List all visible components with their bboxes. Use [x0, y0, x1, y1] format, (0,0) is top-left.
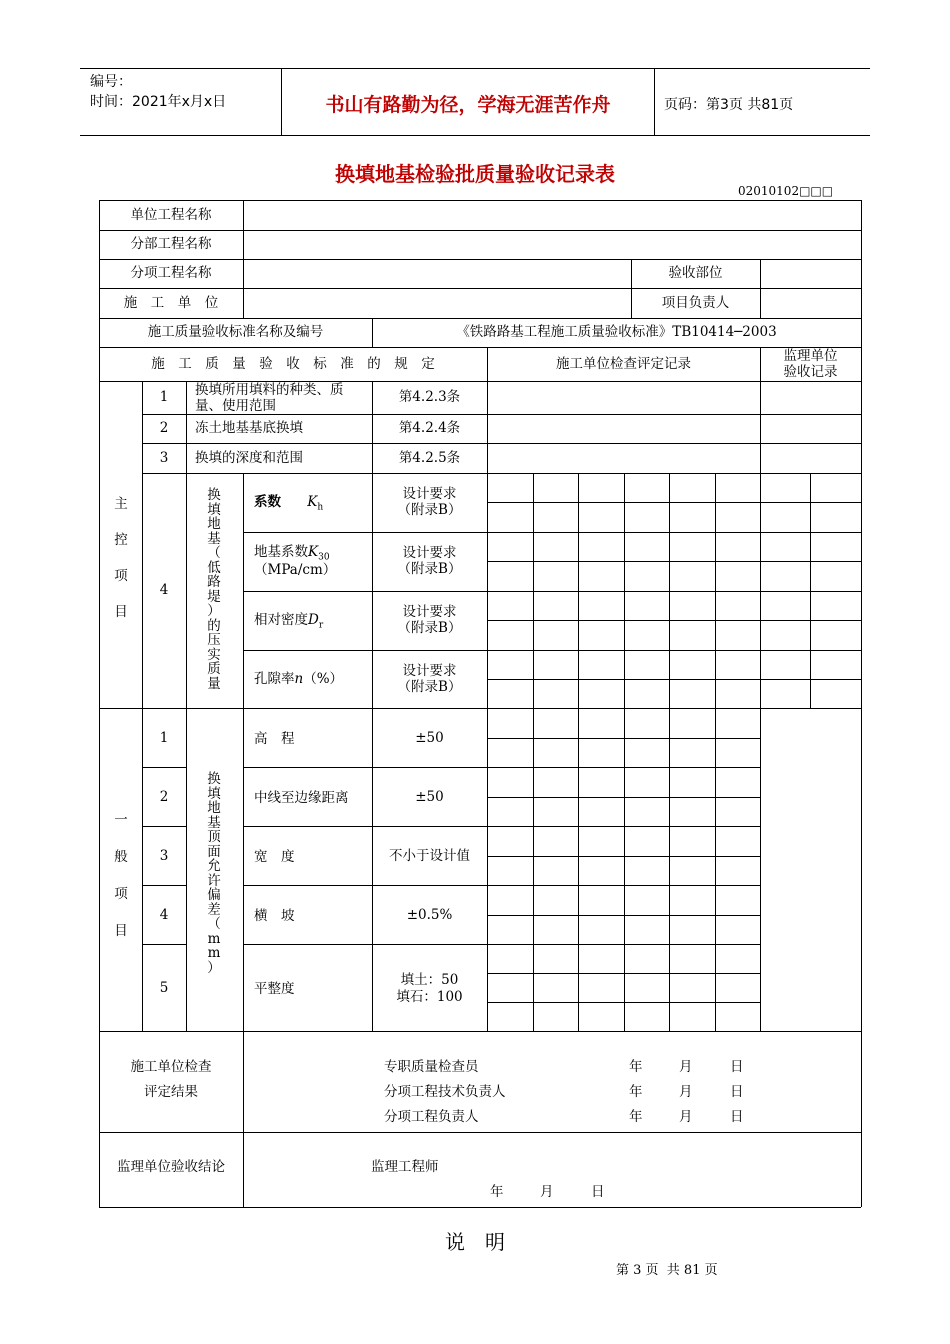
- item-name: 冻土地基基底换填: [195, 420, 303, 436]
- spec-header: 施 工 质 量 验 收 标 准 的 规 定: [151, 356, 435, 372]
- page-footer: 第 3 页 共 81 页: [616, 1263, 718, 1278]
- date-month: 月: [679, 1059, 693, 1075]
- item-no: 3: [159, 450, 169, 466]
- date-month: 月: [679, 1109, 693, 1125]
- item-tolerance: ±50: [415, 730, 444, 746]
- item-no: 2: [159, 420, 169, 436]
- porosity-name: 孔隙率: [254, 671, 295, 687]
- date-year: 年: [629, 1084, 643, 1100]
- relative-density-name: 相对密度: [254, 612, 308, 628]
- item-tolerance: 填土：50: [400, 972, 459, 988]
- supervision-header-1: 监理单位: [783, 348, 838, 364]
- item-name: 平整度: [254, 981, 295, 997]
- coef-kh-name: 系数: [254, 494, 281, 510]
- construction-unit-label: 施 工 单 位: [123, 295, 219, 311]
- item-no: 1: [159, 730, 169, 746]
- standard-label: 施工质量验收标准名称及编号: [147, 324, 324, 340]
- item-clause: 第4.2.4条: [398, 420, 461, 436]
- item-no: 1: [159, 389, 169, 405]
- date-day: 日: [730, 1084, 744, 1100]
- item-tolerance: ±50: [415, 789, 444, 805]
- req-line-1: 设计要求: [402, 663, 457, 679]
- item-tolerance: ±0.5%: [406, 907, 453, 923]
- item-tolerance: 填石：100: [396, 989, 463, 1005]
- coef-kh-label: [254, 494, 323, 517]
- coef-kh-sub: h: [317, 502, 324, 513]
- number-label: 编号：: [90, 74, 132, 90]
- coef-k30-unit: （MPa/cm）: [254, 562, 337, 578]
- item-no: 2: [159, 789, 169, 805]
- req-line-2: （附录B）: [397, 679, 462, 695]
- item-name: 横 坡: [254, 908, 295, 924]
- date-month: 月: [679, 1084, 693, 1100]
- item-clause: 第4.2.5条: [398, 450, 461, 466]
- req-line-2: （附录B）: [397, 502, 462, 518]
- supervision-header-2: 验收记录: [783, 364, 838, 380]
- division-project-label: 分部工程名称: [130, 236, 212, 252]
- date-day: 日: [730, 1109, 744, 1125]
- item-no: 4: [159, 582, 169, 598]
- item-name: 高 程: [254, 731, 295, 747]
- item-no: 5: [159, 980, 169, 996]
- subitem-project-label: 分项工程名称: [130, 265, 212, 281]
- item-name: 换填的深度和范围: [195, 450, 303, 466]
- item-no: 3: [159, 848, 169, 864]
- relative-density-label: [254, 612, 323, 635]
- project-leader-label: 项目负责人: [661, 295, 730, 311]
- tech-leader-label: 分项工程技术负责人: [384, 1084, 506, 1100]
- item-clause: 第4.2.3条: [398, 389, 461, 405]
- date-day: 日: [591, 1184, 605, 1200]
- date-year: 年: [629, 1109, 643, 1125]
- req-line-1: 设计要求: [402, 545, 457, 561]
- coef-k30-sub: 30: [318, 552, 330, 563]
- coef-k30-symbol: K: [308, 544, 319, 560]
- req-line-2: （附录B）: [397, 620, 462, 636]
- coef-k30-name: 地基系数: [254, 544, 308, 560]
- subitem-leader-label: 分项工程负责人: [384, 1109, 479, 1125]
- date-month: 月: [540, 1184, 554, 1200]
- engineer-label: 监理工程师: [371, 1159, 439, 1175]
- deviation-group-label: 换 填 地 基 顶 面 允 许 偏 差 （ m m ）: [207, 771, 221, 976]
- req-line-2: （附录B）: [397, 561, 462, 577]
- acceptance-part-label: 验收部位: [668, 265, 723, 281]
- req-line-1: 设计要求: [402, 604, 457, 620]
- compaction-group-label: 换 填 地 基 （ 低 路 堤 ） 的 压 实 质 量: [207, 487, 221, 692]
- general-label: 一 般 项 目: [114, 812, 128, 939]
- item-name: 换填所用填料的种类、质: [195, 382, 344, 398]
- porosity-label: [254, 671, 343, 688]
- page-label: 页码：第3页 共81页: [664, 97, 794, 113]
- check-header: 施工单位检查评定记录: [556, 356, 691, 372]
- time-label: 时间：2021年x月x日: [90, 94, 227, 110]
- motto: 书山有路勤为径，学海无涯苦作舟: [325, 94, 611, 116]
- inspector-label: 专职质量检查员: [384, 1059, 479, 1075]
- item-name: 量、使用范围: [195, 398, 276, 414]
- date-day: 日: [730, 1059, 744, 1075]
- porosity-symbol: n: [294, 671, 304, 687]
- form-code: 02010102□□□: [738, 184, 834, 198]
- item-name: 中线至边缘距离: [254, 790, 349, 806]
- main-control-label: 主 控 项 目: [114, 496, 128, 620]
- date-year: 年: [629, 1059, 643, 1075]
- item-no: 4: [159, 907, 169, 923]
- contractor-result-label: 施工单位检查: [130, 1059, 212, 1075]
- date-year: 年: [490, 1184, 504, 1200]
- item-name: 宽 度: [254, 849, 295, 865]
- relative-density-sub: r: [318, 620, 324, 631]
- form-title: 换填地基检验批质量验收记录表: [335, 162, 615, 186]
- explain-heading: 说 明: [445, 1230, 505, 1254]
- porosity-unit: （%）: [303, 671, 344, 687]
- contractor-result-label: 评定结果: [144, 1084, 198, 1100]
- coef-kh-symbol: K: [307, 494, 318, 510]
- item-tolerance: 不小于设计值: [389, 848, 470, 864]
- supervision-conclusion-label: 监理单位验收结论: [117, 1159, 225, 1175]
- unit-project-label: 单位工程名称: [130, 207, 212, 223]
- req-line-1: 设计要求: [402, 486, 457, 502]
- standard-value: 《铁路路基工程施工质量验收标准》TB10414─2003: [456, 324, 777, 340]
- relative-density-symbol: D: [308, 612, 319, 628]
